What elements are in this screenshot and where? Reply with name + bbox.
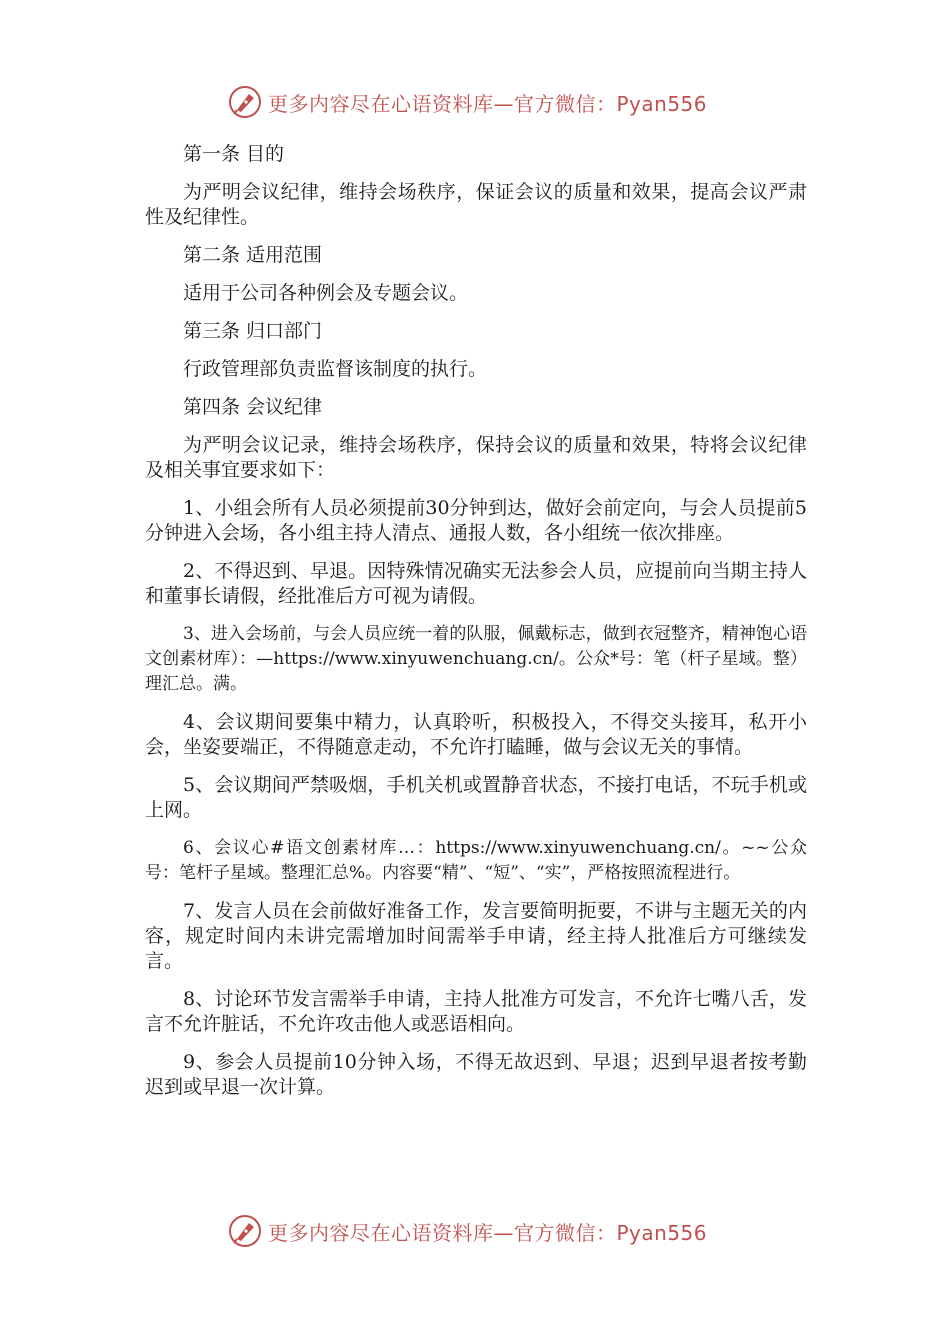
rule-item-2: 2、不得迟到、早退。因特殊情况确实无法参会人员，应提前向当期主持人和董事长请假，经批准后方可视为请假。 <box>145 560 807 607</box>
article-3-heading: 第三条 归口部门 <box>183 320 323 342</box>
article-2-text: 适用于公司各种例会及专题会议。 <box>183 282 469 304</box>
header-banner <box>228 84 707 120</box>
article-4-intro: 为严明会议记录，维持会场秩序，保持会议的质量和效果，特将会议纪律及相关事宜要求如下： <box>145 434 807 481</box>
banner-text: 更多内容尽在心语资料库—官方微信：Pyan556 <box>268 91 708 116</box>
article-2-heading: 第二条 适用范围 <box>183 244 323 266</box>
rule-item-4: 4、会议期间要集中精力，认真聆听，积极投入，不得交头接耳，私开小会，坐姿要端正，不得随意走动，不允许打瞌睡，做与会议无关的事情。 <box>145 711 807 758</box>
rule-item-1: 1、小组会所有人员必须提前30分钟到达，做好会前定向，与会人员提前5分钟进入会场，各小组主持人清点、通报人数，各小组统一依次排座。 <box>145 497 807 544</box>
banner-text: 更多内容尽在心语资料库—官方微信：Pyan556 <box>268 1220 708 1245</box>
pen-nib-circle-icon <box>228 85 262 119</box>
footer-banner <box>228 1213 707 1249</box>
rule-item-3: 3、进入会场前，与会人员应统一着的队服，佩戴标志，做到衣冠整齐，精神饱心语文创素材库）：—https://www.xinyuwenchuang.cn/。公众*号：笔（杆子星域。整）理汇总。满。 <box>145 624 807 694</box>
rule-item-5: 5、会议期间严禁吸烟，手机关机或置静音状态，不接打电话，不玩手机或上网。 <box>145 774 807 821</box>
article-3-text: 行政管理部负责监督该制度的执行。 <box>183 358 488 380</box>
document-body <box>145 142 807 1113</box>
rule-item-7: 7、发言人员在会前做好准备工作，发言要简明扼要，不讲与主题无关的内容，规定时间内未讲完需增加时间需举手申请，经主持人批准后方可继续发言。 <box>145 900 807 972</box>
article-1-heading: 第一条 目的 <box>183 143 285 165</box>
rule-item-8: 8、讨论环节发言需举手申请，主持人批准方可发言，不允许七嘴八舌，发言不允许脏话，不允许攻击他人或恶语相向。 <box>145 988 807 1035</box>
article-1-text: 为严明会议纪律，维持会场秩序，保证会议的质量和效果，提高会议严肃性及纪律性。 <box>145 181 807 228</box>
rule-item-6: 6、会议心#语文创素材库…：https://www.xinyuwenchuang.cn/。~~公众号：笔杆子星域。整理汇总%。内容要“精”、“短”、“实”，严格按照流程进行。 <box>145 838 807 883</box>
pen-nib-circle-icon <box>228 1214 262 1248</box>
article-4-heading: 第四条 会议纪律 <box>183 396 323 418</box>
rule-item-9: 9、参会人员提前10分钟入场，不得无故迟到、早退；迟到早退者按考勤迟到或早退一次计算。 <box>145 1051 807 1098</box>
